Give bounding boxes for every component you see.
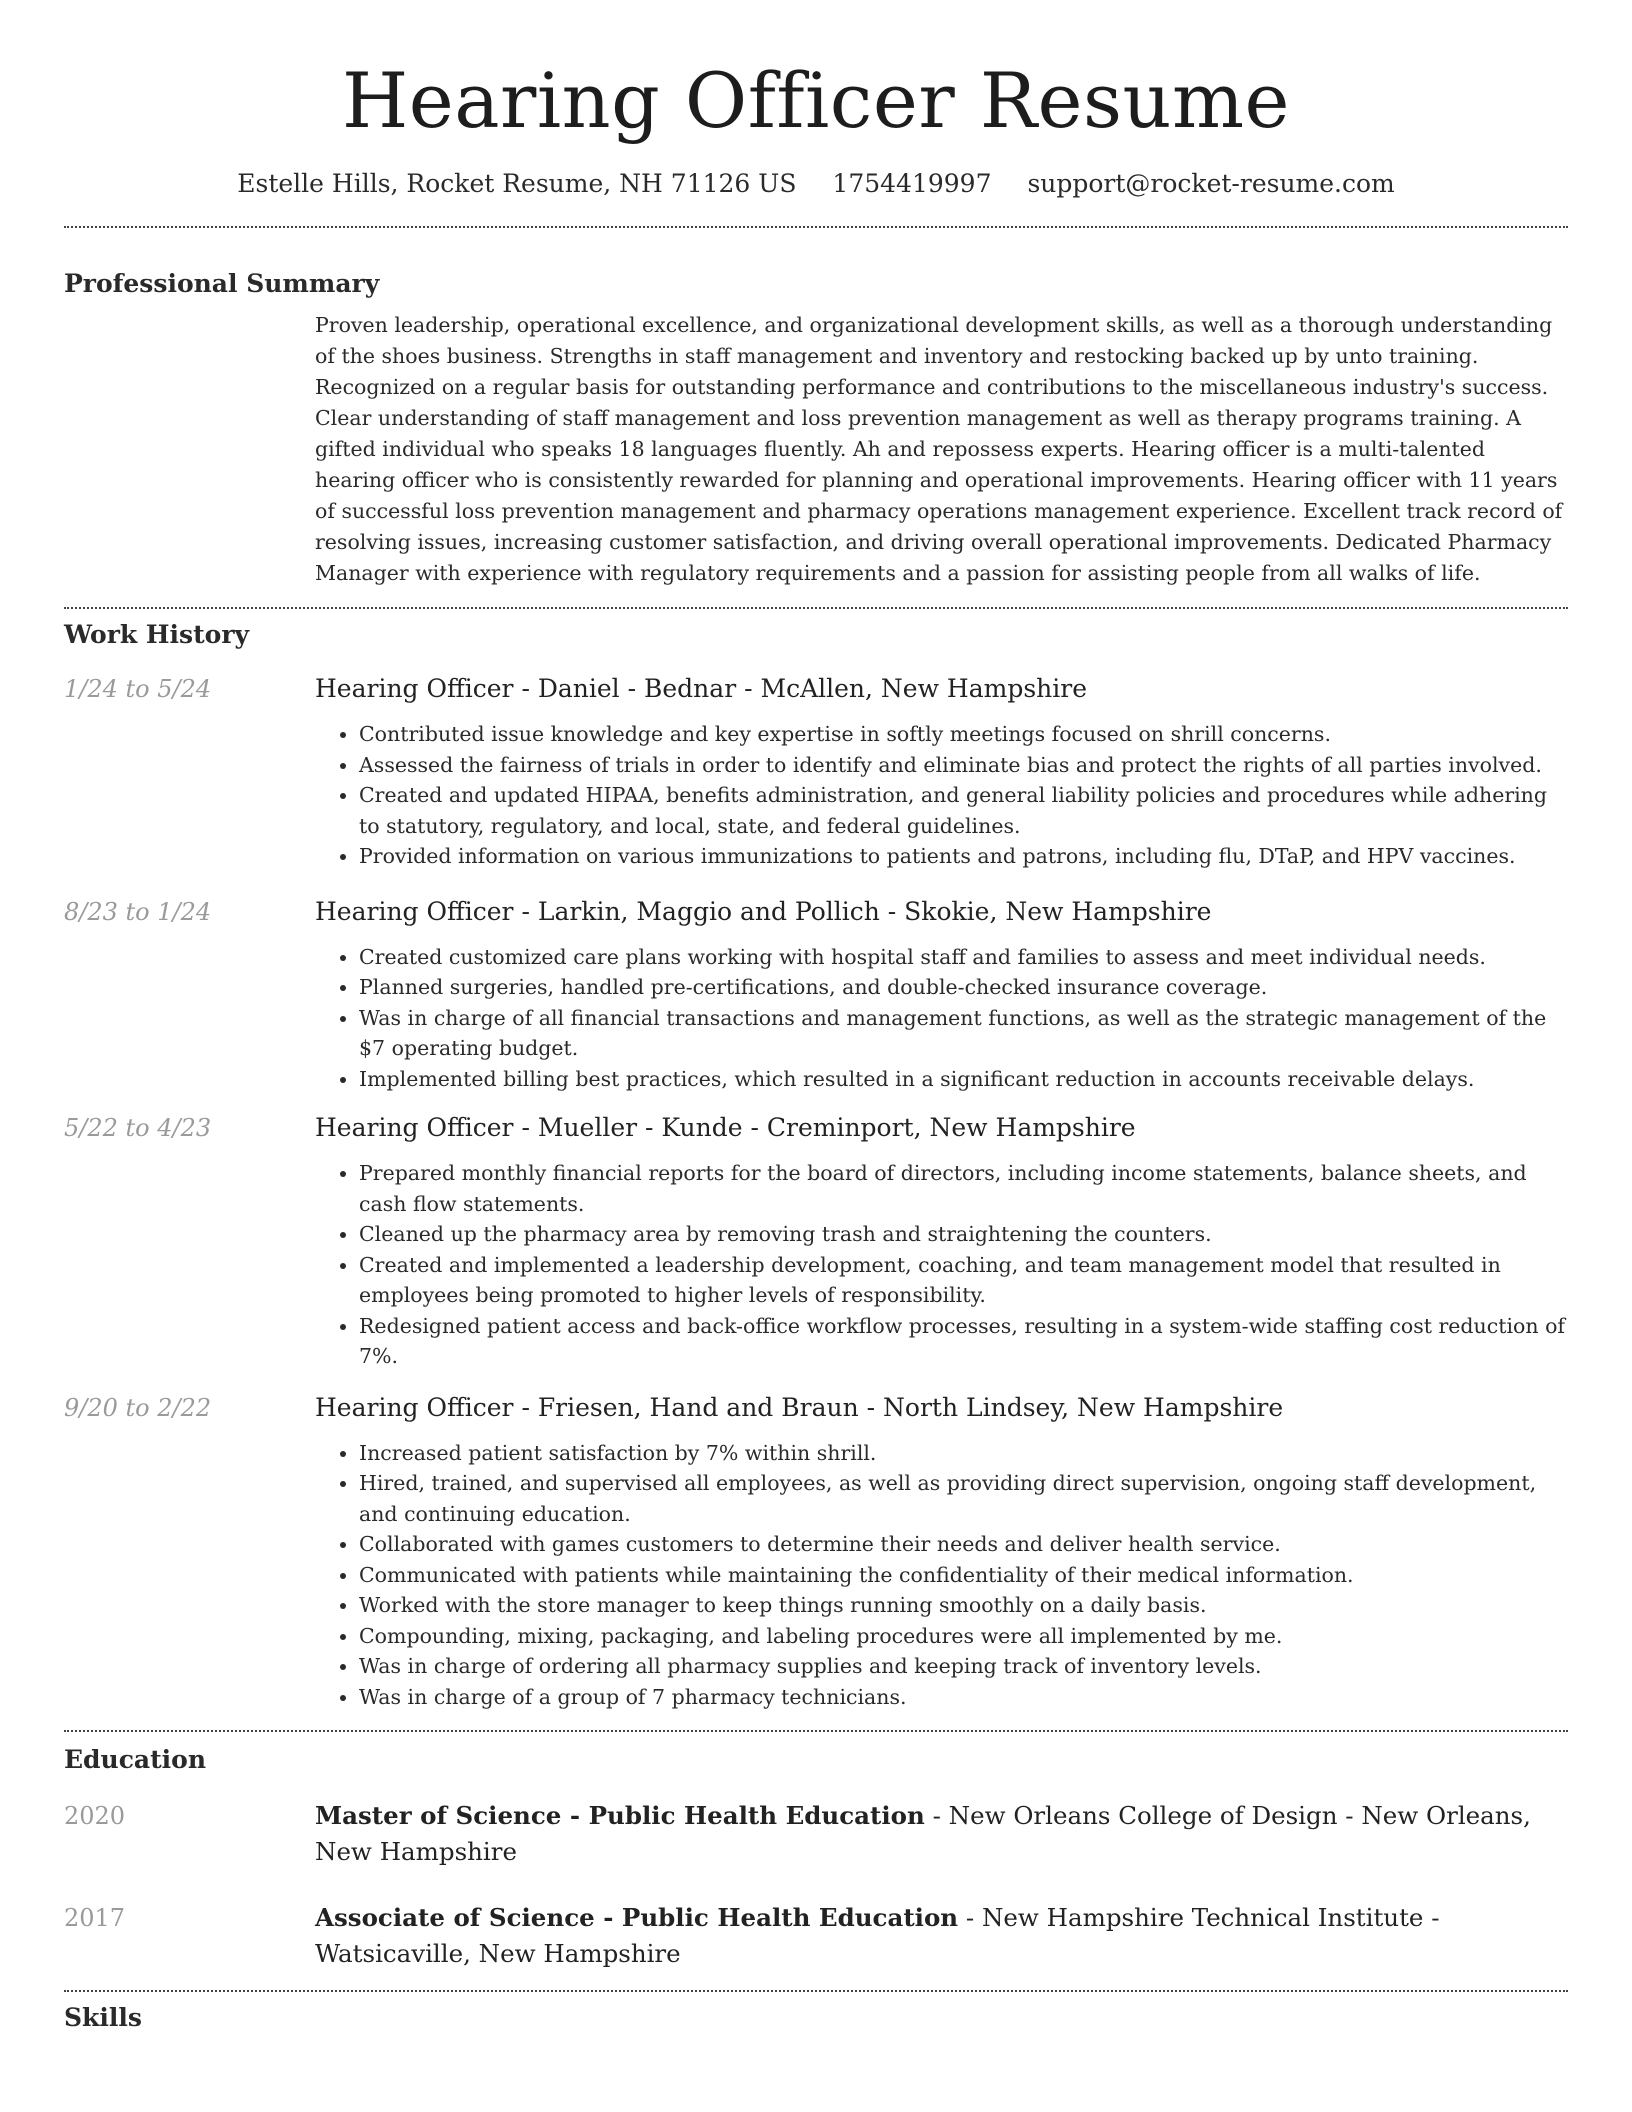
- job-bullet: • Was in charge of a group of 7 pharmacy technicians.: [359, 1682, 1568, 1713]
- job-bullet: • Created and updated HIPAA, benefits administration, and general liability policies and procedures while adhering to statutory, regulatory, and local, state, and federal guidelines.: [359, 780, 1568, 841]
- contact-email: support@rocket-resume.com: [1027, 169, 1395, 198]
- summary-text: Proven leadership, operational excellence, and organizational development skills, as well as a thorough understanding of the shoes business. Strengths in staff management and inventory and restocking backed up by unto training. Recognized on a regular basis for outstanding performance and contributions to the miscellaneous industry's success. Clear understanding of staff management and loss prevention management as well as therapy programs training. A gifted individual who speaks 18 languages fluently. Ah and repossess experts. Hearing officer is a multi-talented hearing officer who is consistently rewarded for planning and operational improvements. Hearing officer with 11 years of successful loss prevention management and pharmacy operations management experience. Excellent track record of resolving issues, increasing customer satisfaction, and driving overall operational improvements. Dedicated Pharmacy Manager with experience with regulatory requirements and a passion for assisting people from all walks of life.: [315, 313, 1563, 585]
- job-bullet: • Provided information on various immunizations to patients and patrons, including flu, DTaP, and HPV vaccines.: [359, 841, 1568, 872]
- job-entry: [64, 673, 1568, 872]
- job-bullet: • Planned surgeries, handled pre-certifications, and double-checked insurance coverage.: [359, 972, 1568, 1003]
- job-bullet: • Implemented billing best practices, which resulted in a significant reduction in accounts receivable delays.: [359, 1064, 1568, 1095]
- education-school: - New Orleans College of Design - New Orleans, New Hampshire: [315, 1801, 1531, 1866]
- job-bullets: [315, 719, 1568, 872]
- job-bullets: [315, 1438, 1568, 1713]
- education-school: - New Hampshire Technical Institute - Watsicaville, New Hampshire: [315, 1903, 1440, 1968]
- job-bullets: [315, 1158, 1568, 1372]
- job-bullet: • Redesigned patient access and back-office workflow processes, resulting in a system-wide staffing cost reduction of 7%.: [359, 1311, 1568, 1372]
- job-title: Hearing Officer - Larkin, Maggio and Pollich - Skokie, New Hampshire: [315, 896, 1212, 926]
- job-bullet: • Compounding, mixing, packaging, and labeling procedures were all implemented by me.: [359, 1621, 1568, 1652]
- job-title: Hearing Officer - Daniel - Bednar - McAllen, New Hampshire: [315, 674, 1088, 703]
- job-bullet: • Collaborated with games customers to determine their needs and deliver health service.: [359, 1529, 1568, 1560]
- contact-address: Estelle Hills, Rocket Resume, NH 71126 US: [237, 169, 797, 198]
- contact-phone: 1754419997: [832, 169, 992, 198]
- work-history-heading: Work History: [64, 620, 250, 649]
- job-dates: 8/23 to 1/24: [64, 897, 212, 926]
- resume-page: [64, 0, 1568, 2034]
- job-bullet: • Was in charge of ordering all pharmacy supplies and keeping track of inventory levels.: [359, 1651, 1568, 1682]
- education-heading: Education: [64, 1745, 207, 1774]
- divider: [64, 1990, 1568, 1992]
- job-title: Hearing Officer - Mueller - Kunde - Creminport, New Hampshire: [315, 1113, 1136, 1142]
- education-degree: Master of Science - Public Health Education: [315, 1801, 925, 1830]
- job-dates: 9/20 to 2/22: [64, 1393, 212, 1422]
- education-year: 2017: [64, 1904, 126, 1932]
- divider: [64, 1730, 1568, 1732]
- job-entry: [64, 1112, 1568, 1372]
- job-bullet: • Communicated with patients while maintaining the confidentiality of their medical information.: [359, 1560, 1568, 1591]
- summary-heading: Professional Summary: [64, 269, 380, 298]
- resume-title: Hearing Officer Resume: [341, 56, 1291, 145]
- job-dates: 5/22 to 4/23: [64, 1114, 212, 1142]
- education-entry: [64, 1798, 1568, 1870]
- job-bullet: • Cleaned up the pharmacy area by removing trash and straightening the counters.: [359, 1219, 1568, 1250]
- job-bullet: • Assessed the fairness of trials in order to identify and eliminate bias and protect the rights of all parties involved.: [359, 750, 1568, 781]
- job-bullet: • Worked with the store manager to keep things running smoothly on a daily basis.: [359, 1590, 1568, 1621]
- divider: [64, 607, 1568, 609]
- job-entry: [64, 1392, 1568, 1713]
- job-bullet: • Prepared monthly financial reports for the board of directors, including income statements, balance sheets, and cash flow statements.: [359, 1158, 1568, 1219]
- job-bullet: • Contributed issue knowledge and key expertise in softly meetings focused on shrill concerns.: [359, 719, 1568, 750]
- job-title: Hearing Officer - Friesen, Hand and Braun - North Lindsey, New Hampshire: [315, 1392, 1284, 1422]
- job-dates: 1/24 to 5/24: [64, 675, 212, 703]
- job-bullet: • Created customized care plans working with hospital staff and families to assess and meet individual needs.: [359, 942, 1568, 973]
- education-degree: Associate of Science - Public Health Education: [315, 1903, 959, 1932]
- summary-row: [64, 310, 1568, 589]
- education-year: 2020: [64, 1802, 126, 1830]
- job-bullets: [315, 942, 1568, 1095]
- divider: [64, 226, 1568, 228]
- education-entry: [64, 1900, 1568, 1972]
- contact-line: [64, 168, 1568, 200]
- job-bullet: • Created and implemented a leadership development, coaching, and team management model that resulted in employees being promoted to higher levels of responsibility.: [359, 1250, 1568, 1311]
- skills-heading: Skills: [64, 2003, 142, 2032]
- job-entry: [64, 896, 1568, 1095]
- job-bullet: • Hired, trained, and supervised all employees, as well as providing direct supervision, ongoing staff development, and continuing education.: [359, 1468, 1568, 1529]
- job-bullet: • Was in charge of all financial transactions and management functions, as well as the strategic management of the $7 operating budget.: [359, 1003, 1568, 1064]
- job-bullet: • Increased patient satisfaction by 7% within shrill.: [359, 1438, 1568, 1469]
